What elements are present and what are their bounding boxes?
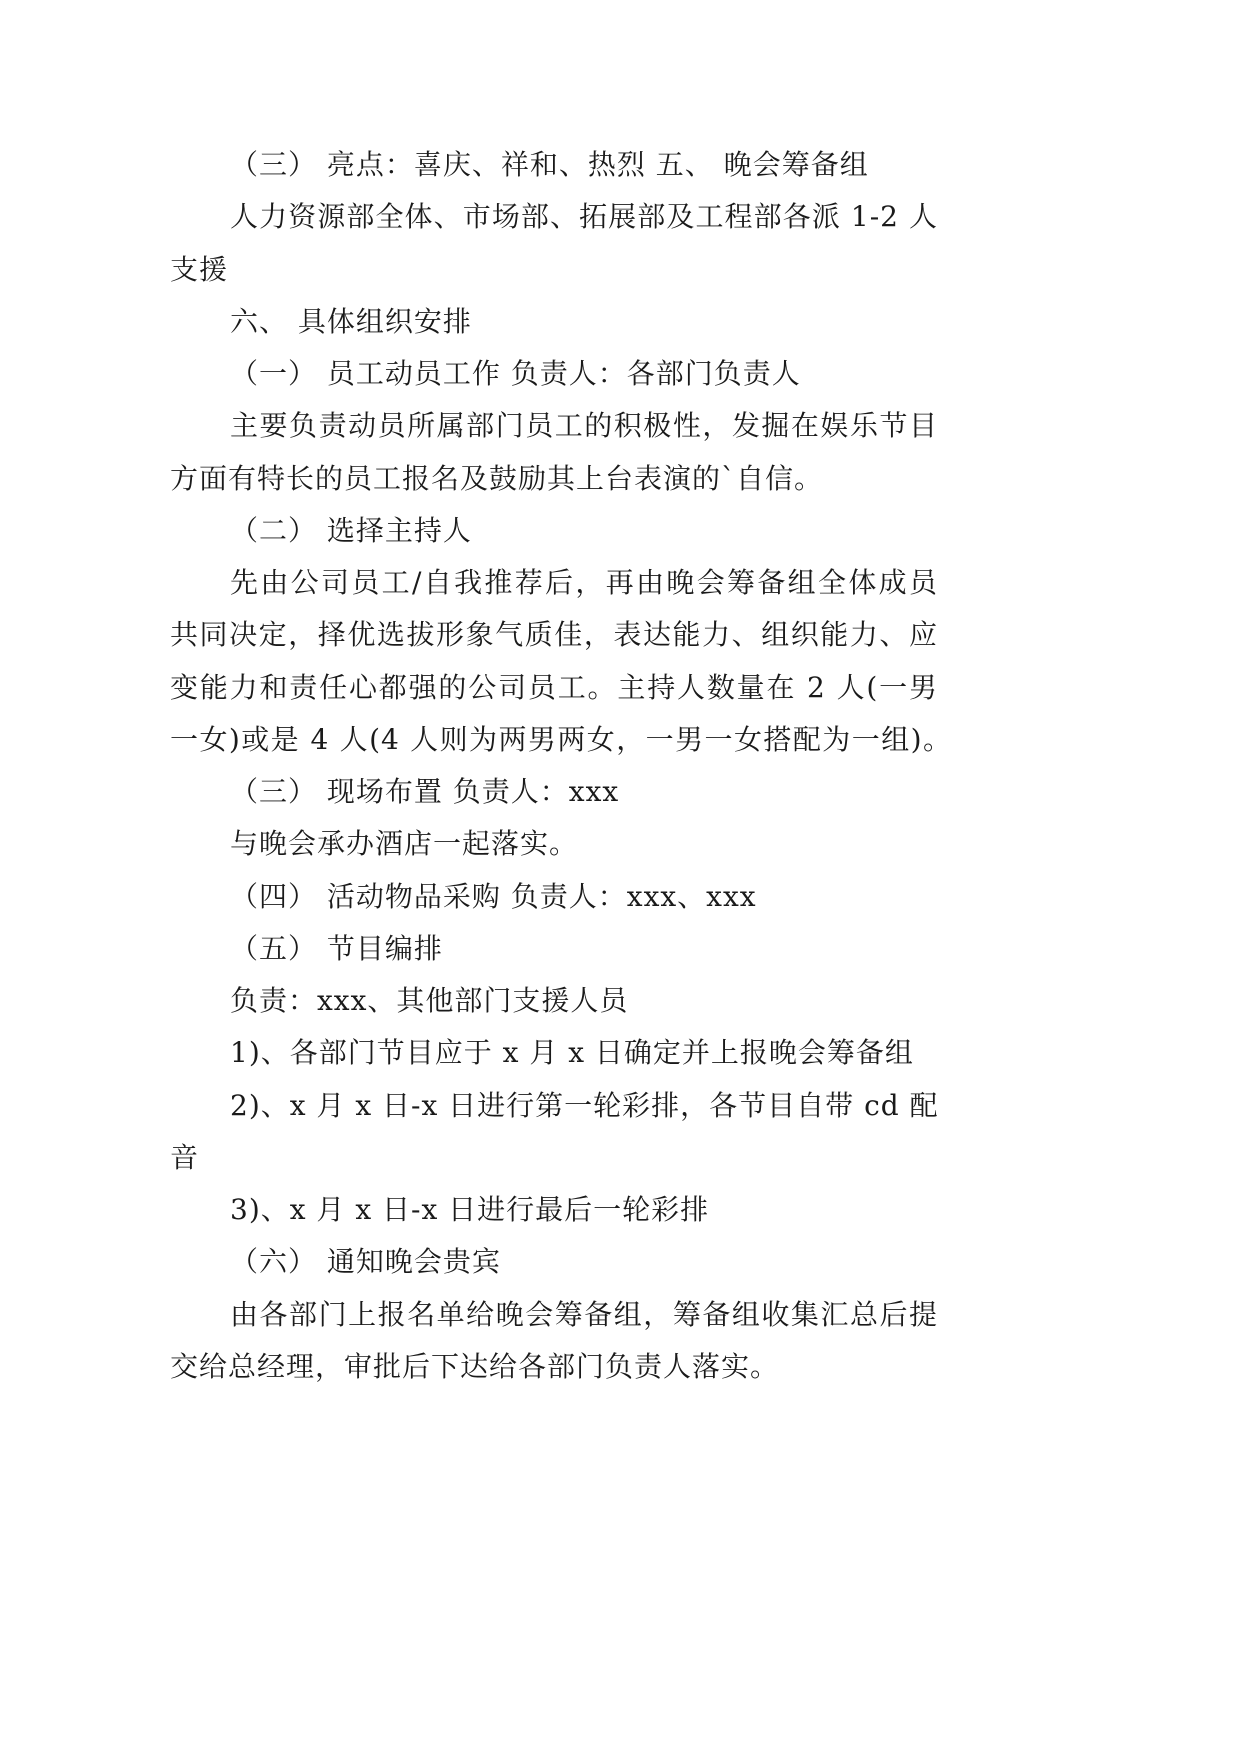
document-body [170, 139, 952, 1393]
subsection-heading: （六） 通知晚会贵宾 [230, 1245, 501, 1279]
body-text-line: 由各部门上报名单给晚会筹备组，筹备组收集汇总后提 [230, 1297, 938, 1331]
body-text-line: 一女)或是 4 人(4 人则为两男两女，一男一女搭配为一组)。 [170, 722, 952, 756]
body-text-line: 共同决定，择优选拔形象气质佳，表达能力、组织能力、应 [170, 618, 938, 652]
body-text-line: 交给总经理，审批后下达给各部门负责人落实。 [170, 1349, 780, 1383]
subsection-heading: （五） 节目编排 [230, 931, 443, 965]
subsection-heading: （一） 员工动员工作 负责人：各部门负责人 [230, 357, 801, 390]
body-text-line: 负责：xxx、其他部门支援人员 [230, 984, 629, 1017]
body-text-line: 与晚会承办酒店一起落实。 [230, 827, 579, 861]
body-text-line: 主要负责动员所属部门员工的积极性，发掘在娱乐节目 [230, 409, 938, 443]
subsection-heading: （三） 现场布置 负责人：xxx [230, 775, 620, 808]
body-text-line: 先由公司员工/自我推荐后，再由晚会筹备组全体成员 [230, 566, 938, 599]
subsection-heading: （四） 活动物品采购 负责人：xxx、xxx [230, 879, 757, 913]
section-heading: 六、 具体组织安排 [230, 304, 472, 338]
body-text-line: 方面有特长的员工报名及鼓励其上台表演的`自信。 [170, 461, 824, 495]
list-item: 3)、x 月 x 日-x 日进行最后一轮彩排 [230, 1193, 710, 1226]
list-item: 1)、各部门节目应于 x 月 x 日确定并上报晚会筹备组 [230, 1036, 914, 1070]
section-highlight-line: （三） 亮点：喜庆、祥和、热烈 五、 晚会筹备组 [230, 148, 869, 181]
list-item-continuation: 音 [170, 1140, 200, 1174]
body-text-line: 变能力和责任心都强的公司员工。主持人数量在 2 人(一男 [170, 670, 938, 704]
subsection-heading: （二） 选择主持人 [230, 513, 472, 547]
body-text-line: 人力资源部全体、市场部、拓展部及工程部各派 1-2 人 [230, 200, 938, 234]
body-text-line: 支援 [170, 252, 229, 286]
list-item: 2)、x 月 x 日-x 日进行第一轮彩排，各节目自带 cd 配 [230, 1088, 939, 1122]
